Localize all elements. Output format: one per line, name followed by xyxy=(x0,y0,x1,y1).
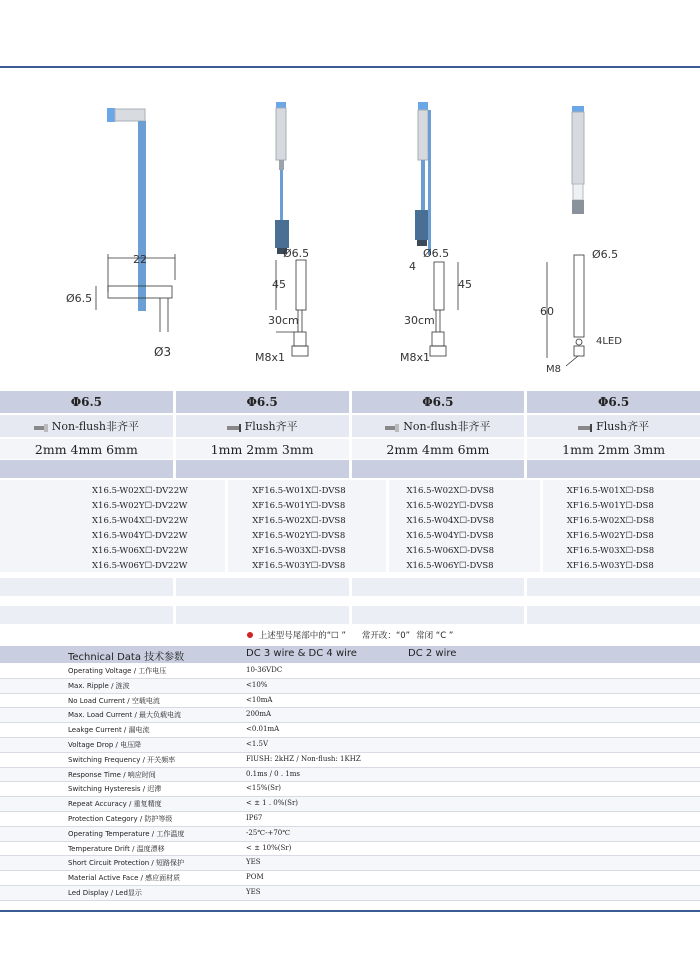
row-value: YES xyxy=(246,887,261,896)
row-value: <10mA xyxy=(246,695,273,704)
model-suffix-note xyxy=(0,625,700,645)
product-2-photo xyxy=(275,102,289,254)
model-item: XF16.5-W03Y☐-DVS8 xyxy=(252,561,346,571)
table-row xyxy=(0,797,700,812)
model-lists xyxy=(0,480,700,572)
product-4-photo xyxy=(572,106,584,214)
row-value: 0.1ms / 0 . 1ms xyxy=(246,769,300,778)
model-item: XF16.5-W02X☐-DS8 xyxy=(566,516,655,526)
model-item: XF16.5-W02X☐-DVS8 xyxy=(252,516,346,526)
non-flush-icon xyxy=(385,422,401,430)
product-1-photo xyxy=(107,108,146,311)
row-value: <0.01mA xyxy=(246,725,280,734)
table-row xyxy=(0,708,700,723)
technical-title: Technical Data 技术参数 xyxy=(68,652,185,663)
flush-icon xyxy=(227,422,243,430)
model-item: X16.5-W06Y☐-DVS8 xyxy=(406,561,494,571)
row-label: Switching Hysteresis / 迟滞 xyxy=(68,785,162,794)
technical-table xyxy=(0,664,700,901)
note-open: 常开改：“0” xyxy=(361,631,411,641)
model-item: XF16.5-W02Y☐-DVS8 xyxy=(252,531,346,541)
product-3-photo xyxy=(415,102,431,255)
row-label: Switching Frequency / 开关频率 xyxy=(68,755,176,764)
model-item: X16.5-W04X☐-DV22W xyxy=(92,516,188,526)
row-value: 200mA xyxy=(246,710,272,719)
diameter-p3: Φ6.5 xyxy=(352,391,525,413)
distance-band xyxy=(0,439,700,459)
non-flush-icon xyxy=(34,422,50,430)
table-row xyxy=(0,856,700,871)
model-item: XF16.5-W01Y☐-DS8 xyxy=(566,501,654,511)
mount-label: Non-flush非齐平 xyxy=(403,420,491,433)
distance-p1: 2mm 4mm 6mm xyxy=(0,439,173,459)
spacer-band xyxy=(0,460,700,478)
mount-p2 xyxy=(176,415,349,437)
p2-dim-connector: M8x1 xyxy=(255,351,285,364)
model-item: X16.5-W02Y☐-DV22W xyxy=(92,501,188,511)
model-item: X16.5-W02Y☐-DVS8 xyxy=(406,501,494,511)
diameter-p2: Φ6.5 xyxy=(176,391,349,413)
mount-band xyxy=(0,415,700,437)
p3-dim-cable: 30cm xyxy=(404,314,435,327)
row-value: 10-36VDC xyxy=(246,666,283,674)
models-p2 xyxy=(228,480,385,572)
table-row xyxy=(0,753,700,768)
mount-label: Flush齐平 xyxy=(244,420,298,433)
table-row xyxy=(0,738,700,753)
row-label: Max. Load Current / 最大负载电流 xyxy=(68,711,182,720)
models-p1 xyxy=(0,480,225,572)
filler-band-2 xyxy=(0,606,700,624)
table-row xyxy=(0,886,700,901)
bullet-icon xyxy=(247,632,253,638)
row-value: -25℃-+70℃ xyxy=(246,828,291,837)
mount-label: Flush齐平 xyxy=(596,420,650,433)
mount-label: Non-flush非齐平 xyxy=(51,420,139,433)
row-label: Voltage Drop / 电压降 xyxy=(68,740,142,749)
p2-dim-diameter: Ø6.5 xyxy=(283,247,310,260)
distance-p4: 1mm 2mm 3mm xyxy=(527,439,700,459)
p4-dim-connector: M8 xyxy=(546,364,561,375)
row-value: POM xyxy=(246,873,264,882)
p3-dim-length: 45 xyxy=(458,278,472,291)
model-item: X16.5-W06X☐-DVS8 xyxy=(406,546,495,556)
row-label: Temperature Drift / 温度漂移 xyxy=(68,844,165,853)
model-item: X16.5-W04X☐-DVS8 xyxy=(406,516,495,526)
diameter-p1: Φ6.5 xyxy=(0,391,173,413)
p4-dim-diameter: Ø6.5 xyxy=(592,248,619,261)
p2-dim-length: 45 xyxy=(272,278,286,291)
model-item: XF16.5-W03Y☐-DS8 xyxy=(566,561,654,571)
model-item: XF16.5-W03X☐-DS8 xyxy=(566,546,655,556)
p3-dim-diameter: Ø6.5 xyxy=(423,247,450,260)
diameter-band xyxy=(0,391,700,413)
flush-icon xyxy=(578,422,594,430)
note-text: 上述型号尾部中的“☐ ” xyxy=(258,631,346,641)
p4-dim-led: 4LED xyxy=(596,336,622,347)
model-item: X16.5-W04Y☐-DV22W xyxy=(92,531,188,541)
model-item: XF16.5-W01X☐-DS8 xyxy=(566,486,655,496)
technical-col2: DC 2 wire xyxy=(408,648,457,659)
model-item: X16.5-W02X☐-DVS8 xyxy=(406,486,495,496)
row-label: Protection Category / 防护等级 xyxy=(68,814,173,823)
top-rule xyxy=(0,66,700,68)
row-value: FlUSH: 2kHZ / Non-flush: 1KHZ xyxy=(246,754,361,763)
model-item: X16.5-W04Y☐-DVS8 xyxy=(406,531,494,541)
model-item: XF16.5-W01Y☐-DVS8 xyxy=(252,501,346,511)
row-label: Max. Ripple / 涟波 xyxy=(68,681,130,690)
p3-dim-head: 4 xyxy=(409,260,416,273)
row-value: < ± 1 . 0%(Sr) xyxy=(246,799,299,808)
row-value: YES xyxy=(246,858,261,867)
mount-p3 xyxy=(352,415,525,437)
distance-p3: 2mm 4mm 6mm xyxy=(352,439,525,459)
diameter-p4: Φ6.5 xyxy=(527,391,700,413)
model-item: XF16.5-W01X☐-DVS8 xyxy=(252,486,346,496)
p3-dim-connector: M8x1 xyxy=(400,351,430,364)
row-value: < ± 10%(Sr) xyxy=(246,843,292,852)
product-illustrations xyxy=(0,70,700,390)
model-item: XF16.5-W02Y☐-DS8 xyxy=(566,531,654,541)
table-row xyxy=(0,812,700,827)
product-2-drawing xyxy=(276,260,308,356)
table-row xyxy=(0,782,700,797)
models-p4 xyxy=(543,480,700,572)
row-value: IP67 xyxy=(246,813,263,822)
distance-p2: 1mm 2mm 3mm xyxy=(176,439,349,459)
p1-dim-top: 22 xyxy=(133,253,147,266)
technical-header xyxy=(0,646,700,663)
row-label: Material Active Face / 感应面材质 xyxy=(68,874,181,883)
table-row xyxy=(0,694,700,709)
note-closed: 常闭 “C ” xyxy=(416,631,454,641)
table-row xyxy=(0,871,700,886)
mount-p4 xyxy=(527,415,700,437)
row-label: Short Circuit Protection / 短路保护 xyxy=(68,859,184,868)
row-label: Response Time / 响应时间 xyxy=(68,770,156,779)
model-item: X16.5-W06X☐-DV22W xyxy=(92,546,188,556)
row-label: Operating Temperature / 工作温度 xyxy=(68,829,185,838)
table-row xyxy=(0,768,700,783)
table-row xyxy=(0,842,700,857)
product-3-drawing xyxy=(430,262,458,356)
table-row xyxy=(0,723,700,738)
model-item: XF16.5-W03X☐-DVS8 xyxy=(252,546,346,556)
row-value: <10% xyxy=(246,680,268,689)
p4-dim-length: 60 xyxy=(540,305,554,318)
p1-dim-diameter: Ø6.5 xyxy=(66,292,93,305)
model-item: X16.5-W06Y☐-DV22W xyxy=(92,561,188,571)
row-value: <15%(Sr) xyxy=(246,784,282,793)
filler-band-1 xyxy=(0,578,700,596)
technical-col1: DC 3 wire & DC 4 wire xyxy=(246,648,357,659)
p2-dim-cable: 30cm xyxy=(268,314,299,327)
row-value: <1.5V xyxy=(246,739,269,748)
table-row xyxy=(0,679,700,694)
table-row xyxy=(0,827,700,842)
row-label: Leakge Current / 漏电流 xyxy=(68,726,150,735)
row-label: No Load Current / 空载电流 xyxy=(68,696,160,705)
mount-p1 xyxy=(0,415,173,437)
bottom-rule xyxy=(0,910,700,912)
model-item: X16.5-W02X☐-DV22W xyxy=(92,486,188,496)
row-label: Operating Voltage / 工作电压 xyxy=(68,667,167,675)
p1-dim-cable: Ø3 xyxy=(154,345,172,359)
models-p3 xyxy=(389,480,540,572)
table-row xyxy=(0,664,700,679)
row-label: Repeat Accuracy / 重复精度 xyxy=(68,800,162,809)
row-label: Led Display / Led显示 xyxy=(68,888,142,897)
